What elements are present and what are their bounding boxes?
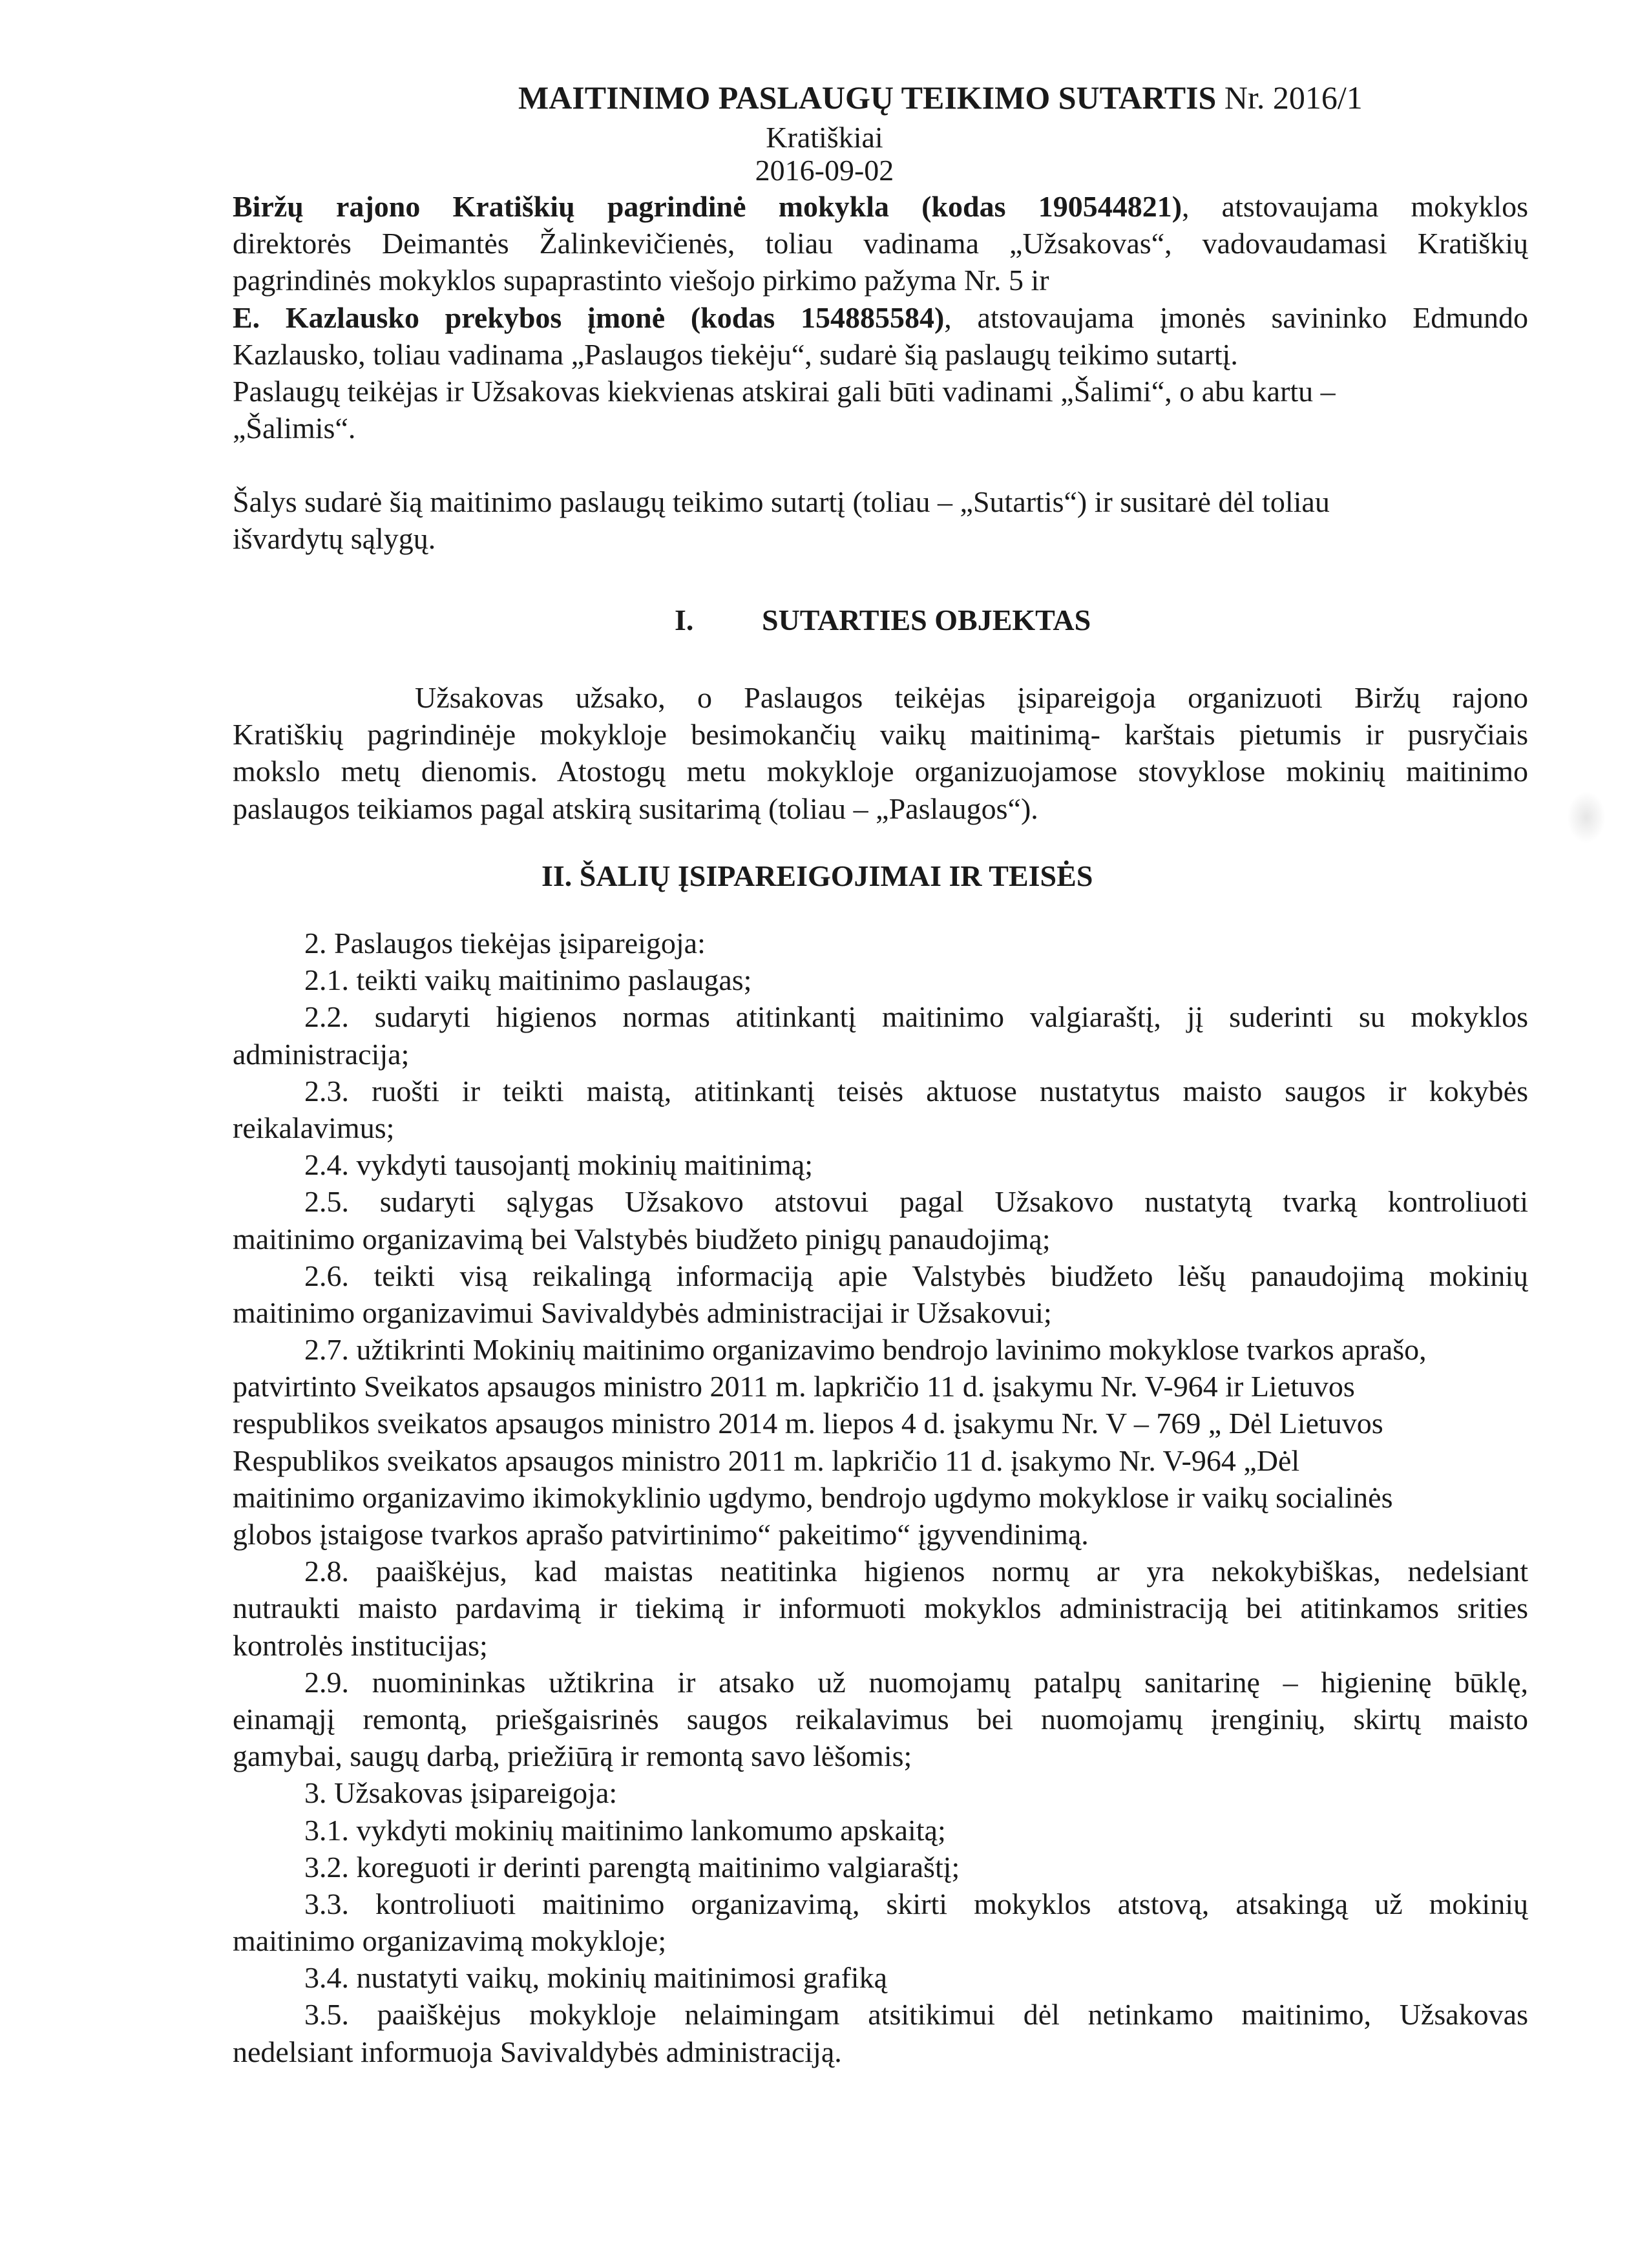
list-item-cont: maitinimo organizavimą mokykloje; bbox=[233, 1924, 667, 1958]
list-item-cont: reikalavimus; bbox=[233, 1111, 395, 1144]
list-item: 2. Paslaugos tiekėjas įsipareigoja: bbox=[304, 927, 706, 960]
list-item-cont: respublikos sveikatos apsaugos ministro 2014 m. liepos 4 d. įsakymu Nr. V – 769 „ Dėl Lietuvos bbox=[233, 1407, 1383, 1440]
text-line: Kazlausko, toliau vadinama „Paslaugos tiekėju“, sudarė šią paslaugų teikimo sutartį. bbox=[233, 337, 1238, 371]
list-item: 3. Užsakovas įsipareigoja: bbox=[304, 1776, 618, 1810]
list-item-cont: administracija; bbox=[233, 1037, 410, 1071]
list-item-cont: gamybai, saugų darbą, priežiūrą ir remontą savo lėšomis; bbox=[233, 1739, 912, 1773]
list-item: 2.2. sudaryti higienos normas atitinkantį maitinimo valgiaraštį, jį suderinti su mokyklos bbox=[304, 1000, 1528, 1034]
list-item: 3.5. paaiškėjus mokykloje nelaimingam atsitikimui dėl netinkamo maitinimo, Užsakovas bbox=[304, 1998, 1528, 2032]
list-item: 2.1. teikti vaikų maitinimo paslaugas; bbox=[304, 963, 752, 997]
contract-number: Nr. 2016/1 bbox=[1224, 79, 1363, 116]
text-line bbox=[233, 188, 1528, 225]
section-2-title: II. ŠALIŲ ĮSIPAREIGOJIMAI IR TEISĖS bbox=[541, 859, 1093, 892]
list-item-cont: kontrolės institucijas; bbox=[233, 1628, 488, 1662]
list-item: 2.7. užtikrinti Mokinių maitinimo organizavimo bendrojo lavinimo mokyklose tvarkos aprašo, bbox=[304, 1333, 1427, 1367]
list-item-cont: maitinimo organizavimui Savivaldybės administracijai ir Užsakovui; bbox=[233, 1296, 1052, 1329]
list-item: 2.4. vykdyti tausojantį mokinių maitinimą; bbox=[304, 1148, 814, 1182]
list-item-cont: Respublikos sveikatos apsaugos ministro 2011 m. lapkričio 11 d. įsakymo Nr. V-964 „Dėl bbox=[233, 1444, 1300, 1477]
text-line: pagrindinės mokyklos supaprastinto viešojo pirkimo pažyma Nr. 5 ir bbox=[233, 264, 1049, 297]
list-item-cont: patvirtinto Sveikatos apsaugos ministro 2011 m. lapkričio 11 d. įsakymu Nr. V-964 ir Lietuvos bbox=[233, 1370, 1355, 1403]
text-line: išvardytų sąlygų. bbox=[233, 522, 436, 556]
list-item: 3.1. vykdyti mokinių maitinimo lankomumo apskaitą; bbox=[304, 1813, 946, 1847]
text-line: Kratiškių pagrindinėje mokykloje besimokančių vaikų maitinimą- karštais pietumis ir pusryčiais bbox=[233, 718, 1528, 751]
text-line: paslaugos teikiamos pagal atskirą susitarimą (toliau – „Paslaugos“). bbox=[233, 792, 1038, 825]
list-item-cont: maitinimo organizavimą bei Valstybės biudžeto pinigų panaudojimą; bbox=[233, 1222, 1051, 1255]
document-title bbox=[518, 79, 1363, 116]
text-line: Paslaugų teikėjas ir Užsakovas kiekvienas atskirai gali būti vadinami „Šalimi“, o abu kartu – bbox=[233, 374, 1336, 408]
text-line: „Šalimis“. bbox=[233, 412, 356, 445]
text-line bbox=[233, 299, 1528, 336]
section-1-number: I. bbox=[675, 604, 694, 636]
list-item: 2.9. nuomininkas užtikrina ir atsako už nuomojamų patalpų sanitarinę – higieninę būklę, bbox=[304, 1665, 1528, 1699]
text-segment: , atstovaujama mokyklos bbox=[1182, 190, 1528, 223]
list-item: 3.4. nustatyti vaikų, mokinių maitinimosi grafiką bbox=[304, 1961, 888, 1995]
list-item-cont: globos įstaigose tvarkos aprašo patvirtinimo“ pakeitimo“ įgyvendinimą. bbox=[233, 1518, 1089, 1551]
title-text: MAITINIMO PASLAUGŲ TEIKIMO SUTARTIS bbox=[518, 79, 1217, 116]
list-item: 2.8. paaiškėjus, kad maistas neatitinka higienos normų ar yra nekokybiškas, nedelsiant bbox=[304, 1555, 1528, 1588]
obligations-list bbox=[233, 925, 1528, 2070]
list-item-cont: nedelsiant informuoja Savivaldybės administraciją. bbox=[233, 2035, 842, 2068]
list-item: 3.2. koreguoti ir derinti parengtą maitinimo valgiaraštį; bbox=[304, 1850, 960, 1884]
place: Kratiškiai bbox=[766, 121, 883, 154]
list-item-cont: maitinimo organizavimo ikimokyklinio ugdymo, bendrojo ugdymo mokyklose ir vaikų socialinės bbox=[233, 1480, 1393, 1514]
list-item-cont: einamąjį remontą, priešgaisrinės saugos reikalavimus bei nuomojamų įrenginių, skirtų maisto bbox=[233, 1702, 1528, 1736]
agreement-paragraph bbox=[233, 483, 1528, 557]
list-item: 2.3. ruošti ir teikti maistą, atitinkantį teisės aktuose nustatytus maisto saugos ir kokybės bbox=[304, 1074, 1528, 1108]
party1-name: Biržų rajono Kratiškių pagrindinė mokykla (kodas 190544821) bbox=[233, 190, 1182, 223]
list-item: 2.6. teikti visą reikalingą informaciją apie Valstybės biudžeto lėšų panaudojimą mokinių bbox=[304, 1259, 1528, 1292]
date: 2016-09-02 bbox=[755, 154, 894, 187]
text-line: Užsakovas užsako, o Paslaugos teikėjas įsipareigoja organizuoti Biržų rajono bbox=[415, 681, 1528, 714]
list-item-cont: nutraukti maisto pardavimą ir tiekimą ir informuoti mokyklos administraciją bei atitinkamos srities bbox=[233, 1591, 1528, 1625]
text-line: direktorės Deimantės Žalinkevičienės, toliau vadinama „Užsakovas“, vadovaudamasi Kratiškių bbox=[233, 227, 1528, 260]
text-line: mokslo metų dienomis. Atostogų metu mokykloje organizuojamose stovyklose mokinių maitinimo bbox=[233, 755, 1528, 788]
parties-paragraph bbox=[233, 188, 1528, 446]
scan-smudge bbox=[1567, 792, 1606, 843]
section-1-title: SUTARTIES OBJEKTAS bbox=[762, 604, 1091, 636]
text-line: Šalys sudarė šią maitinimo paslaugų teikimo sutartį (toliau – „Sutartis“) ir susitarė dėl toliau bbox=[233, 485, 1330, 518]
text-segment: , atstovaujama įmonės savininko Edmundo bbox=[944, 300, 1529, 334]
list-item: 2.5. sudaryti sąlygas Užsakovo atstovui pagal Užsakovo nustatytą tvarką kontroliuoti bbox=[304, 1185, 1528, 1219]
list-item: 3.3. kontroliuoti maitinimo organizavimą, skirti mokyklos atstovą, atsakingą už mokinių bbox=[304, 1887, 1528, 1920]
object-paragraph bbox=[233, 679, 1528, 827]
party2-name: E. Kazlausko prekybos įmonė (kodas 154885584) bbox=[233, 300, 945, 334]
